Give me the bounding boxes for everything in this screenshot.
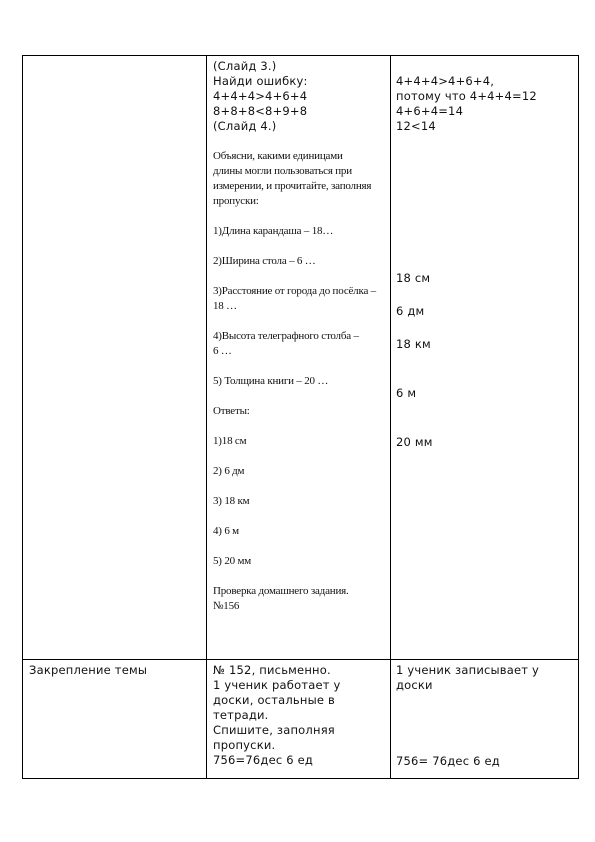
answer-2: 2) 6 дм <box>213 465 245 477</box>
task-instruction: Спишите, заполняя пропуски. <box>213 723 335 752</box>
question-1: 1)Длина карандаша – 18… <box>213 225 334 237</box>
student-action: 1 ученик записывает у доски <box>396 663 540 692</box>
teacher-activity-cell <box>207 660 391 779</box>
lesson-table <box>22 55 579 779</box>
stage-cell <box>23 660 207 779</box>
homework-check: Проверка домашнего задания. №156 <box>213 585 349 612</box>
explanation-line-3: 4+6+4=14 <box>396 104 464 118</box>
student-equation: 756= 76дес 6 ед <box>396 754 500 768</box>
answer-4: 4) 6 м <box>213 525 239 537</box>
expression-1: 4+4+4>4+6+4 <box>213 89 308 103</box>
stage-cell-empty <box>23 56 207 660</box>
table-row <box>23 660 579 779</box>
student-answer-3: 18 км <box>396 337 431 351</box>
question-4: 4)Высота телеграфного столба – 6 … <box>213 330 359 357</box>
student-answer-2: 6 дм <box>396 304 425 318</box>
instruction-text: Объясни, какими единицами длины могли пользоваться при измерении, и прочитайте, заполняя пропуски: <box>213 150 372 207</box>
teacher-activity-cell <box>207 56 391 660</box>
student-activity-cell <box>391 56 579 660</box>
explanation-line-1: 4+4+4>4+6+4, <box>396 74 495 88</box>
table-row <box>23 56 579 660</box>
example-equation: 756=76дес 6 ед <box>213 753 314 767</box>
student-activity-cell <box>391 660 579 779</box>
answer-1: 1)18 см <box>213 435 247 447</box>
answers-title: Ответы: <box>213 405 250 417</box>
slide-4-note: (Слайд 4.) <box>213 119 277 133</box>
explanation-line-2: потому что 4+4+4=12 <box>396 89 537 103</box>
answer-3: 3) 18 км <box>213 495 250 507</box>
question-5: 5) Толщина книги – 20 … <box>213 375 329 387</box>
expression-2: 8+8+8<8+9+8 <box>213 104 308 118</box>
student-answer-5: 20 мм <box>396 435 433 449</box>
slide-3-note: (Слайд 3.) <box>213 59 277 73</box>
exercise-number: № 152, письменно. <box>213 663 331 677</box>
question-2: 2)Ширина стола – 6 … <box>213 255 316 267</box>
question-3: 3)Расстояние от города до посёлка – 18 … <box>213 285 376 312</box>
task-title: Найди ошибку: <box>213 74 308 88</box>
student-answer-4: 6 м <box>396 386 417 400</box>
student-answer-1: 18 см <box>396 271 431 285</box>
explanation-line-4: 12<14 <box>396 119 436 133</box>
answer-5: 5) 20 мм <box>213 555 251 567</box>
stage-title: Закрепление темы <box>29 663 148 677</box>
work-organization: 1 ученик работает у доски, остальные в тетради. <box>213 678 341 722</box>
